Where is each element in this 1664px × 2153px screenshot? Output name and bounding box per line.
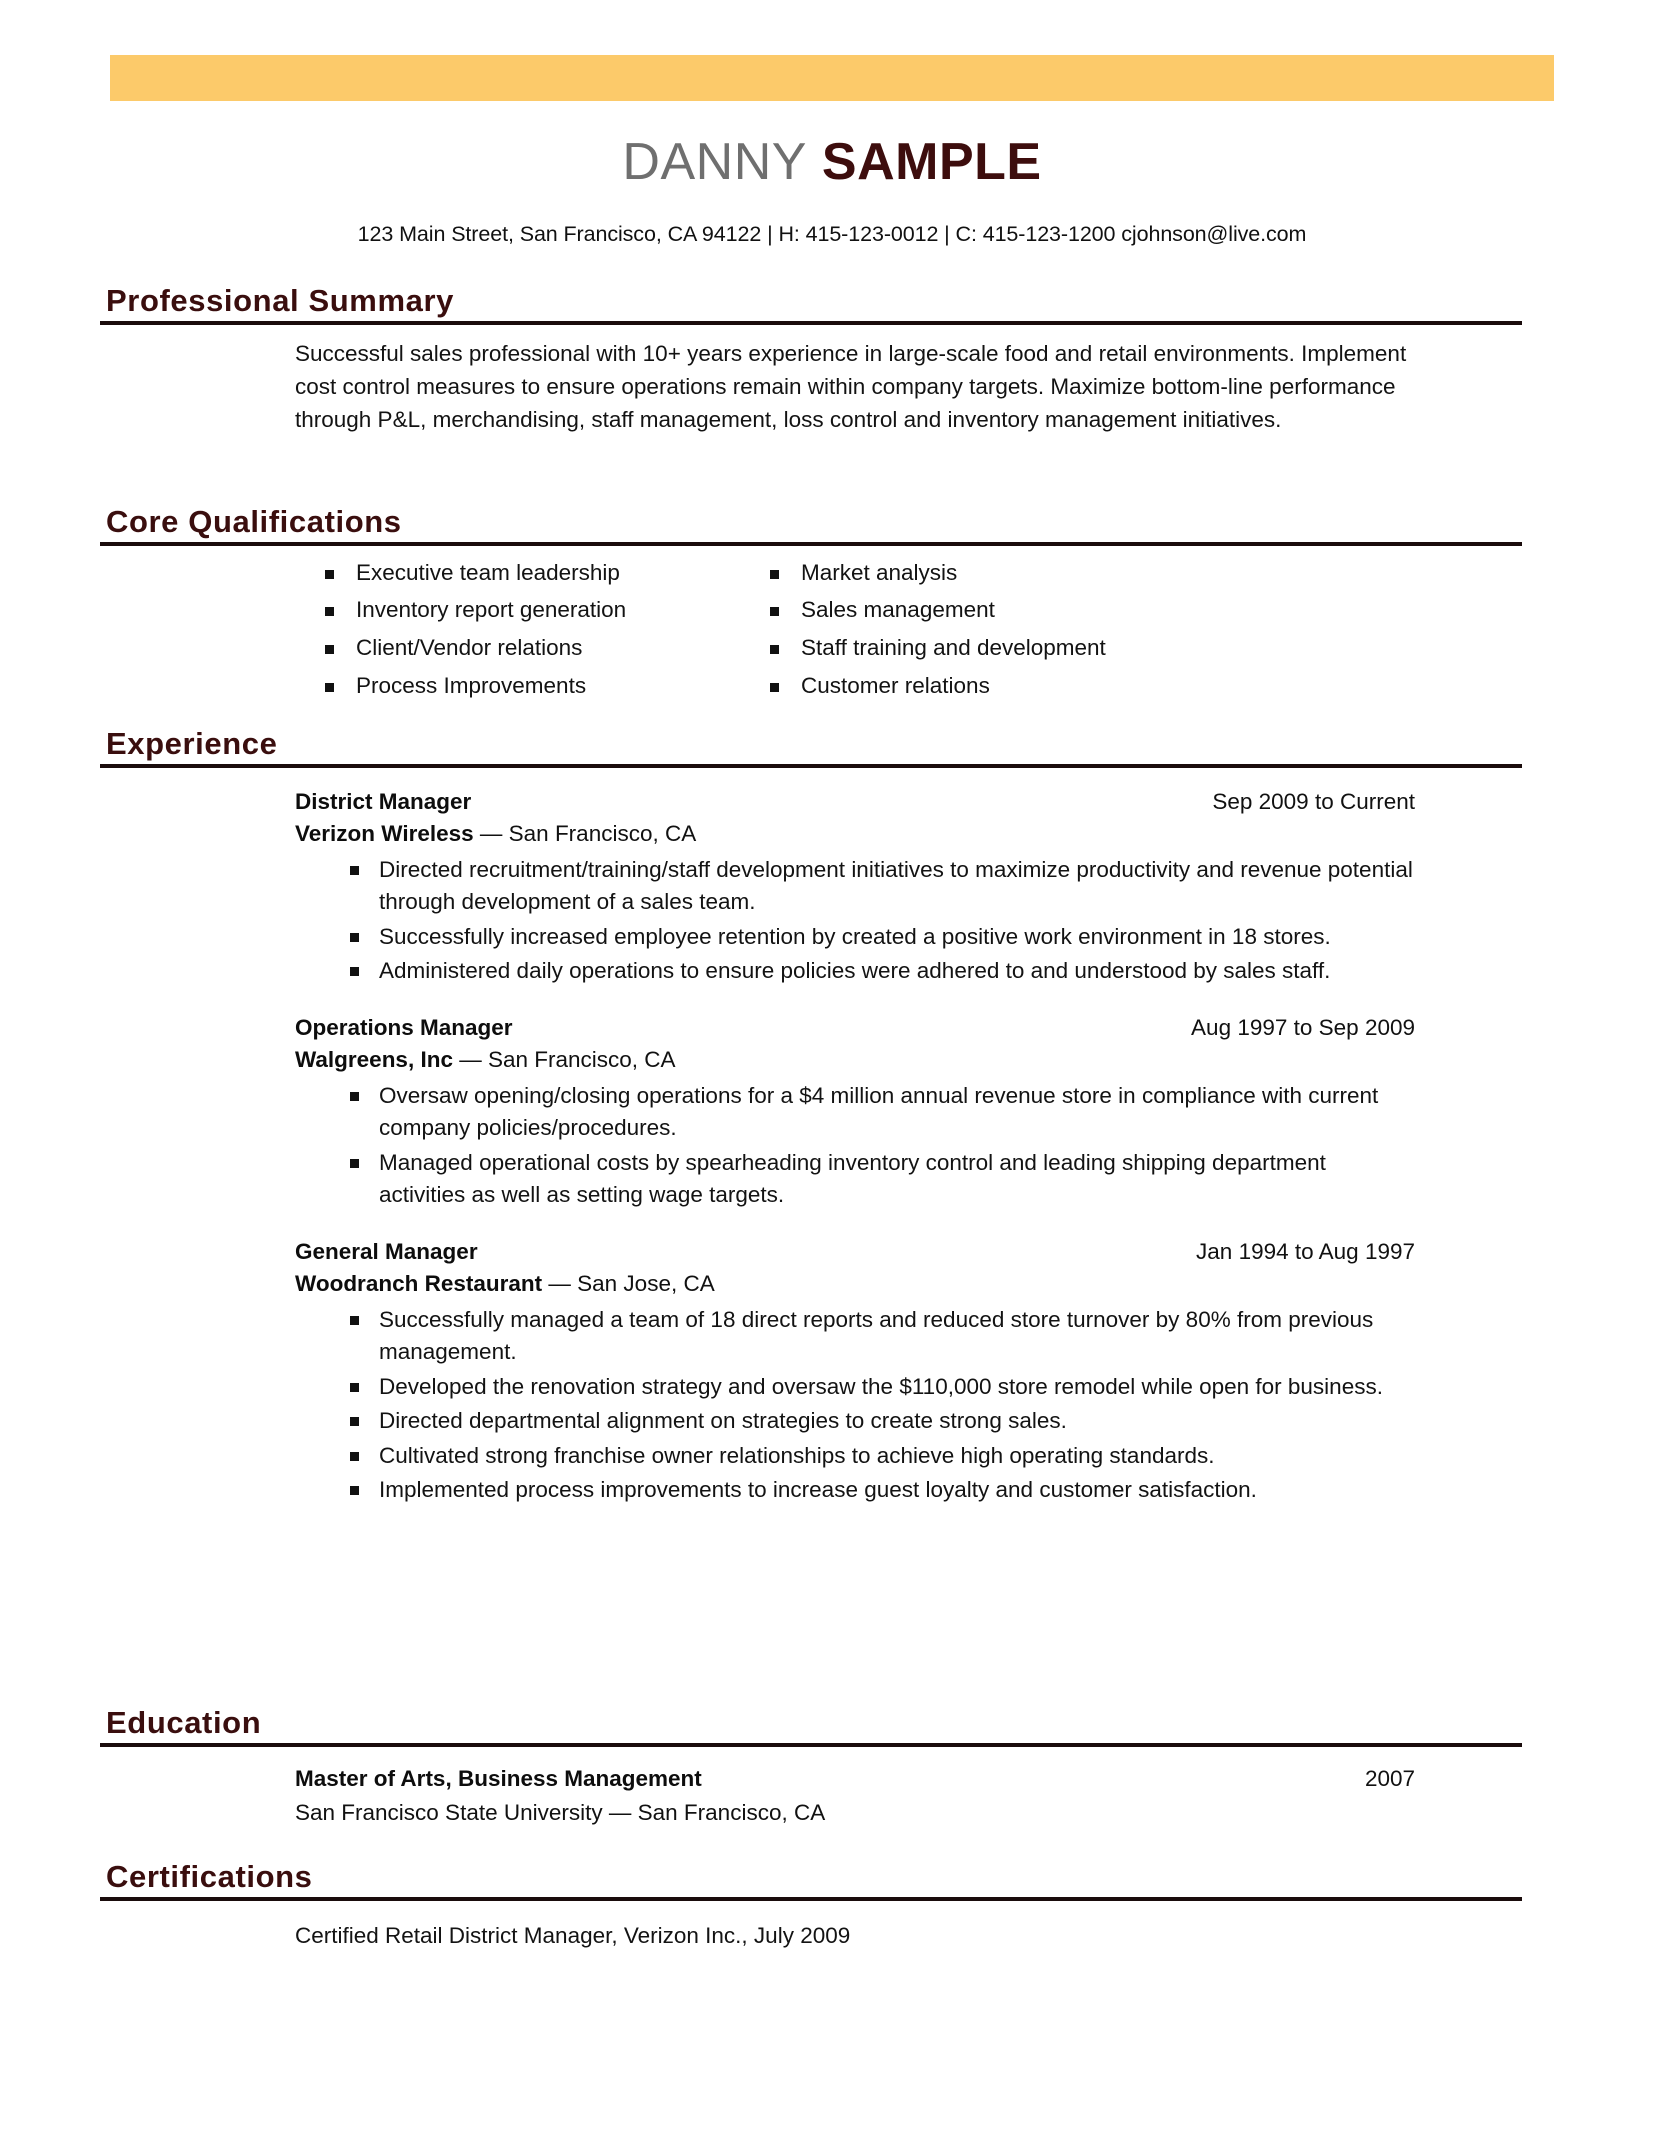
list-item xyxy=(350,1474,1415,1506)
qualification-label: Executive team leadership xyxy=(356,559,620,585)
last-name: SAMPLE xyxy=(821,133,1042,191)
certifications-body xyxy=(295,1921,1415,1950)
list-item xyxy=(350,854,1415,919)
experience-entry xyxy=(295,1238,1415,1507)
list-item xyxy=(350,921,1415,953)
bullet-icon xyxy=(350,1383,359,1392)
education-entry-header xyxy=(295,1765,1415,1793)
section-rule-education xyxy=(100,1743,1522,1747)
qualifications-columns xyxy=(325,560,1425,711)
section-rule-summary xyxy=(100,321,1522,325)
bullet-icon xyxy=(350,1159,359,1168)
job-bullet-list xyxy=(350,1080,1415,1212)
section-title-qualifications: Core Qualifications xyxy=(106,504,402,539)
job-separator: — xyxy=(452,1046,488,1072)
bullet-icon xyxy=(350,1316,359,1325)
bullet-icon xyxy=(350,1417,359,1426)
bullet-icon xyxy=(325,607,334,616)
education-location: San Francisco, CA xyxy=(637,1799,826,1825)
bullet-icon xyxy=(350,1452,359,1461)
full-name xyxy=(0,135,1664,190)
job-bullet-text: Managed operational costs by spearheading inventory control and leading shipping department activities as well as setting wage targets. xyxy=(379,1149,1326,1208)
list-item xyxy=(770,560,1330,587)
list-item xyxy=(770,635,1330,662)
job-company: Woodranch Restaurant xyxy=(295,1270,543,1296)
summary-body xyxy=(295,337,1415,436)
qualification-label: Inventory report generation xyxy=(356,597,627,623)
education-school-line xyxy=(295,1798,1415,1827)
education-degree: Master of Arts, Business Management xyxy=(295,1765,702,1791)
list-item xyxy=(770,673,1330,700)
list-item xyxy=(770,597,1330,624)
list-item xyxy=(325,635,770,662)
bullet-icon xyxy=(770,683,779,692)
certification-text: Certified Retail District Manager, Verizon Inc., July 2009 xyxy=(295,1922,851,1948)
section-rule-certifications xyxy=(100,1897,1522,1901)
job-company-line xyxy=(295,1269,1415,1298)
first-name: DANNY xyxy=(622,133,807,191)
education-body xyxy=(295,1765,1415,1827)
job-title: Operations Manager xyxy=(295,1014,513,1040)
job-bullet-text: Successfully increased employee retention by created a positive work environment in 18 stores. xyxy=(379,923,1331,949)
job-company: Verizon Wireless xyxy=(295,820,474,846)
job-separator: — xyxy=(542,1270,578,1296)
bullet-icon xyxy=(325,570,334,579)
job-bullet-text: Implemented process improvements to increase guest loyalty and customer satisfaction. xyxy=(379,1476,1257,1502)
section-title-certifications: Certifications xyxy=(106,1859,313,1894)
summary-text: Successful sales professional with 10+ years experience in large-scale food and retail environments. Implement cost control measures to ensure operations remain within company targets. Maximize bottom-line performance through P&L, merchandising, staff management, loss control and inventory management initiatives. xyxy=(295,340,1407,432)
job-company-line xyxy=(295,819,1415,848)
education-school: San Francisco State University xyxy=(295,1799,603,1825)
job-title: General Manager xyxy=(295,1238,478,1264)
job-bullet-text: Cultivated strong franchise owner relationships to achieve high operating standards. xyxy=(379,1442,1215,1468)
experience-entry xyxy=(295,788,1415,988)
list-item xyxy=(350,1405,1415,1437)
qualification-label: Market analysis xyxy=(801,559,958,585)
list-item xyxy=(350,1080,1415,1145)
job-bullet-text: Directed recruitment/training/staff development initiatives to maximize productivity and revenue potential through development of a sales team. xyxy=(379,857,1413,915)
job-location: San Francisco, CA xyxy=(508,820,697,846)
list-item xyxy=(350,1440,1415,1472)
experience-body xyxy=(295,788,1415,1507)
job-company: Walgreens, Inc xyxy=(295,1046,453,1072)
qualification-label: Client/Vendor relations xyxy=(356,635,583,661)
qualification-label: Sales management xyxy=(801,597,995,623)
bullet-icon xyxy=(350,1092,359,1101)
section-experience xyxy=(100,727,1522,1532)
list-item xyxy=(350,955,1415,987)
section-title-experience: Experience xyxy=(106,726,278,761)
job-bullet-text: Administered daily operations to ensure policies were adhered to and understood by sales staff. xyxy=(379,958,1331,984)
job-location: San Jose, CA xyxy=(577,1270,715,1296)
bullet-icon xyxy=(350,933,359,942)
job-bullet-list xyxy=(350,1304,1415,1506)
name-block xyxy=(0,135,1664,190)
qualification-label: Process Improvements xyxy=(356,673,587,699)
bullet-icon xyxy=(325,645,334,654)
section-education xyxy=(100,1706,1522,1827)
job-bullet-text: Developed the renovation strategy and oversaw the $110,000 store remodel while open for business. xyxy=(379,1373,1383,1399)
bullet-icon xyxy=(770,570,779,579)
list-item xyxy=(325,597,770,624)
job-dates: Jan 1994 to Aug 1997 xyxy=(1196,1238,1415,1264)
bullet-icon xyxy=(350,967,359,976)
section-title-education: Education xyxy=(106,1705,262,1740)
list-item xyxy=(325,560,770,587)
section-rule-qualifications xyxy=(100,542,1522,546)
job-bullet-list xyxy=(350,854,1415,988)
bullet-icon xyxy=(770,607,779,616)
bullet-icon xyxy=(350,1486,359,1495)
list-item xyxy=(325,673,770,700)
section-certifications xyxy=(100,1860,1522,1950)
qualification-label: Staff training and development xyxy=(801,635,1106,661)
section-core-qualifications xyxy=(100,505,1522,711)
section-professional-summary xyxy=(100,284,1522,436)
bullet-icon xyxy=(325,683,334,692)
job-bullet-text: Oversaw opening/closing operations for a $4 million annual revenue store in compliance with current company policies/procedures. xyxy=(379,1083,1379,1141)
bullet-icon xyxy=(770,645,779,654)
list-item xyxy=(350,1371,1415,1403)
list-item xyxy=(350,1147,1415,1212)
job-separator: — xyxy=(473,820,509,846)
qualification-label: Customer relations xyxy=(801,673,990,699)
header-accent-bar xyxy=(110,55,1554,101)
job-dates: Aug 1997 to Sep 2009 xyxy=(1191,1014,1415,1040)
section-rule-experience xyxy=(100,764,1522,768)
job-bullet-text: Directed departmental alignment on strategies to create strong sales. xyxy=(379,1408,1067,1434)
list-item xyxy=(350,1304,1415,1369)
education-year: 2007 xyxy=(1364,1765,1415,1791)
bullet-icon xyxy=(350,866,359,875)
contact-line: 123 Main Street, San Francisco, CA 94122 | H: 415-123-0012 | C: 415-123-1200 cjohnson@live.com xyxy=(357,222,1307,246)
job-company-line xyxy=(295,1045,1415,1074)
job-title: District Manager xyxy=(295,788,472,814)
education-separator: — xyxy=(602,1799,638,1825)
section-title-summary: Professional Summary xyxy=(106,283,454,318)
job-dates: Sep 2009 to Current xyxy=(1212,788,1415,814)
experience-entry xyxy=(295,1014,1415,1212)
job-header xyxy=(295,1238,1415,1266)
job-header xyxy=(295,788,1415,816)
qualifications-column-left xyxy=(325,560,770,711)
job-location: San Francisco, CA xyxy=(487,1046,676,1072)
job-bullet-text: Successfully managed a team of 18 direct reports and reduced store turnover by 80% from previous management. xyxy=(379,1306,1374,1365)
qualifications-column-right xyxy=(770,560,1330,711)
job-header xyxy=(295,1014,1415,1042)
